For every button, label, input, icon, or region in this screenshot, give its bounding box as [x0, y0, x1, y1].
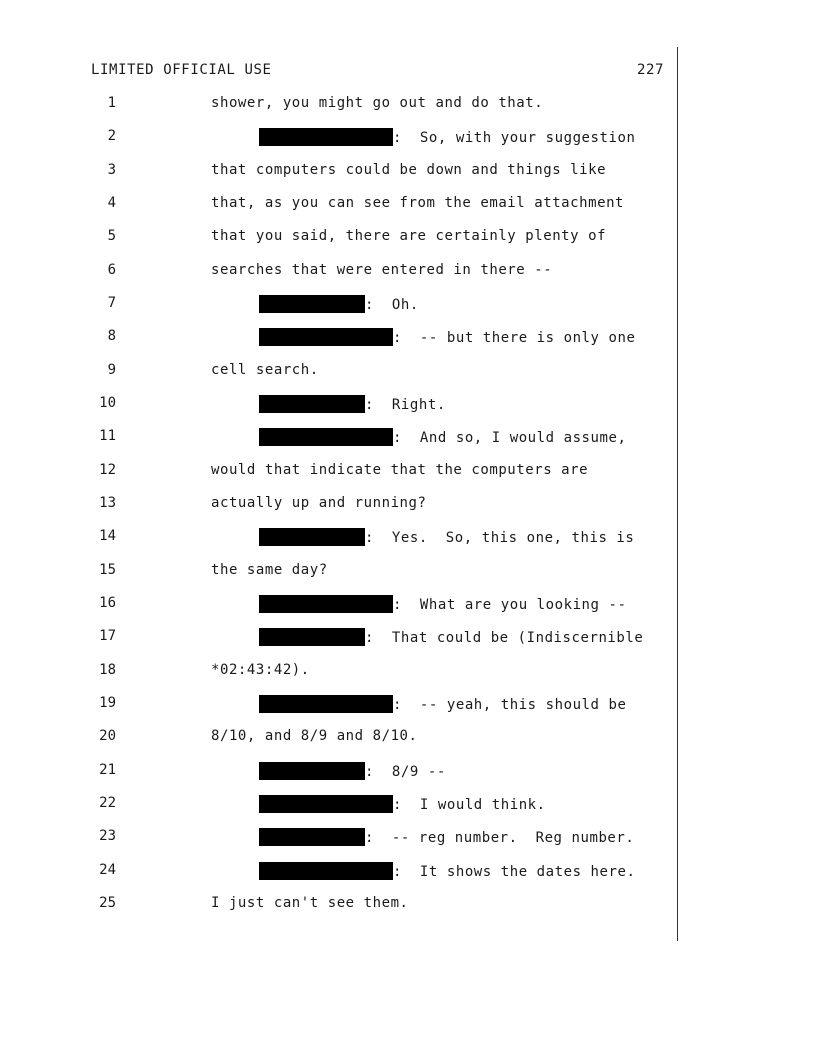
line-text: : -- but there is only one	[393, 330, 636, 346]
line-number: 14	[99, 528, 116, 544]
line-number: 25	[99, 895, 116, 911]
transcript-line	[0, 528, 700, 548]
speaker-line	[259, 862, 635, 880]
transcript-line	[0, 395, 700, 415]
transcript-line	[0, 262, 700, 282]
speaker-line	[259, 795, 546, 813]
line-text: searches that were entered in there --	[211, 262, 553, 278]
line-text: : -- yeah, this should be	[393, 697, 627, 713]
line-text: : 8/9 --	[365, 764, 446, 780]
line-number: 15	[99, 562, 116, 578]
transcript-line	[0, 828, 700, 848]
transcript-line	[0, 162, 700, 182]
line-text: the same day?	[211, 562, 328, 578]
line-number: 20	[99, 728, 116, 744]
transcript-line	[0, 795, 700, 815]
speaker-line	[259, 395, 446, 413]
redacted-speaker	[259, 695, 393, 713]
speaker-line	[259, 628, 643, 646]
transcript-line	[0, 128, 700, 148]
redacted-speaker	[259, 295, 365, 313]
line-text: 8/10, and 8/9 and 8/10.	[211, 728, 418, 744]
line-number: 5	[107, 228, 116, 244]
transcript-line	[0, 762, 700, 782]
line-text: : And so, I would assume,	[393, 430, 627, 446]
speaker-line	[259, 595, 626, 613]
speaker-line	[259, 528, 634, 546]
redacted-speaker	[259, 428, 393, 446]
classification-header: LIMITED OFFICIAL USE	[91, 62, 272, 78]
line-number: 16	[99, 595, 116, 611]
transcript-line	[0, 728, 700, 748]
speaker-line	[259, 762, 446, 780]
line-number: 3	[107, 162, 116, 178]
line-number: 23	[99, 828, 116, 844]
transcript-line	[0, 662, 700, 682]
transcript-line	[0, 362, 700, 382]
line-number: 2	[107, 128, 116, 144]
line-number: 19	[99, 695, 116, 711]
line-text: : Oh.	[365, 297, 419, 313]
line-text: : That could be (Indiscernible	[365, 630, 644, 646]
line-number: 7	[107, 295, 116, 311]
speaker-line	[259, 128, 635, 146]
line-text: that computers could be down and things like	[211, 162, 607, 178]
transcript-line	[0, 95, 700, 115]
line-text: : It shows the dates here.	[393, 864, 636, 880]
transcript-line	[0, 428, 700, 448]
redacted-speaker	[259, 528, 365, 546]
line-number: 22	[99, 795, 116, 811]
line-number: 9	[107, 362, 116, 378]
line-text: that you said, there are certainly plenty of	[211, 228, 607, 244]
line-number: 12	[99, 462, 116, 478]
page-number: 227	[637, 62, 665, 78]
transcript-line	[0, 595, 700, 615]
transcript-line	[0, 195, 700, 215]
redacted-speaker	[259, 628, 365, 646]
line-text: : So, with your suggestion	[393, 130, 636, 146]
transcript-line	[0, 628, 700, 648]
redacted-speaker	[259, 862, 393, 880]
redacted-speaker	[259, 795, 393, 813]
line-number: 6	[107, 262, 116, 278]
redacted-speaker	[259, 762, 365, 780]
transcript-line	[0, 295, 700, 315]
line-number: 24	[99, 862, 116, 878]
transcript-line	[0, 328, 700, 348]
line-number: 4	[107, 195, 116, 211]
line-number: 11	[99, 428, 116, 444]
redacted-speaker	[259, 128, 393, 146]
redacted-speaker	[259, 328, 393, 346]
line-number: 1	[107, 95, 116, 111]
line-text: that, as you can see from the email attachment	[211, 195, 625, 211]
speaker-line	[259, 328, 635, 346]
speaker-line	[259, 428, 626, 446]
transcript-line	[0, 895, 700, 915]
redacted-speaker	[259, 395, 365, 413]
line-text: actually up and running?	[211, 495, 427, 511]
line-number: 13	[99, 495, 116, 511]
speaker-line	[259, 828, 634, 846]
transcript-line	[0, 695, 700, 715]
line-text: shower, you might go out and do that.	[211, 95, 544, 111]
line-text: : What are you looking --	[393, 597, 627, 613]
line-text: cell search.	[211, 362, 319, 378]
line-text: *02:43:42).	[211, 662, 310, 678]
redacted-speaker	[259, 828, 365, 846]
transcript-line	[0, 462, 700, 482]
line-text: I just can't see them.	[211, 895, 409, 911]
transcript-line	[0, 495, 700, 515]
line-number: 18	[99, 662, 116, 678]
line-number: 10	[99, 395, 116, 411]
line-number: 17	[99, 628, 116, 644]
redacted-speaker	[259, 595, 393, 613]
speaker-line	[259, 695, 626, 713]
line-text: : I would think.	[393, 797, 546, 813]
transcript-line	[0, 562, 700, 582]
line-text: : Yes. So, this one, this is	[365, 530, 635, 546]
line-text: would that indicate that the computers are	[211, 462, 589, 478]
line-number: 21	[99, 762, 116, 778]
speaker-line	[259, 295, 419, 313]
line-text: : -- reg number. Reg number.	[365, 830, 635, 846]
line-text: : Right.	[365, 397, 446, 413]
transcript-line	[0, 228, 700, 248]
line-number: 8	[107, 328, 116, 344]
transcript-line	[0, 862, 700, 882]
